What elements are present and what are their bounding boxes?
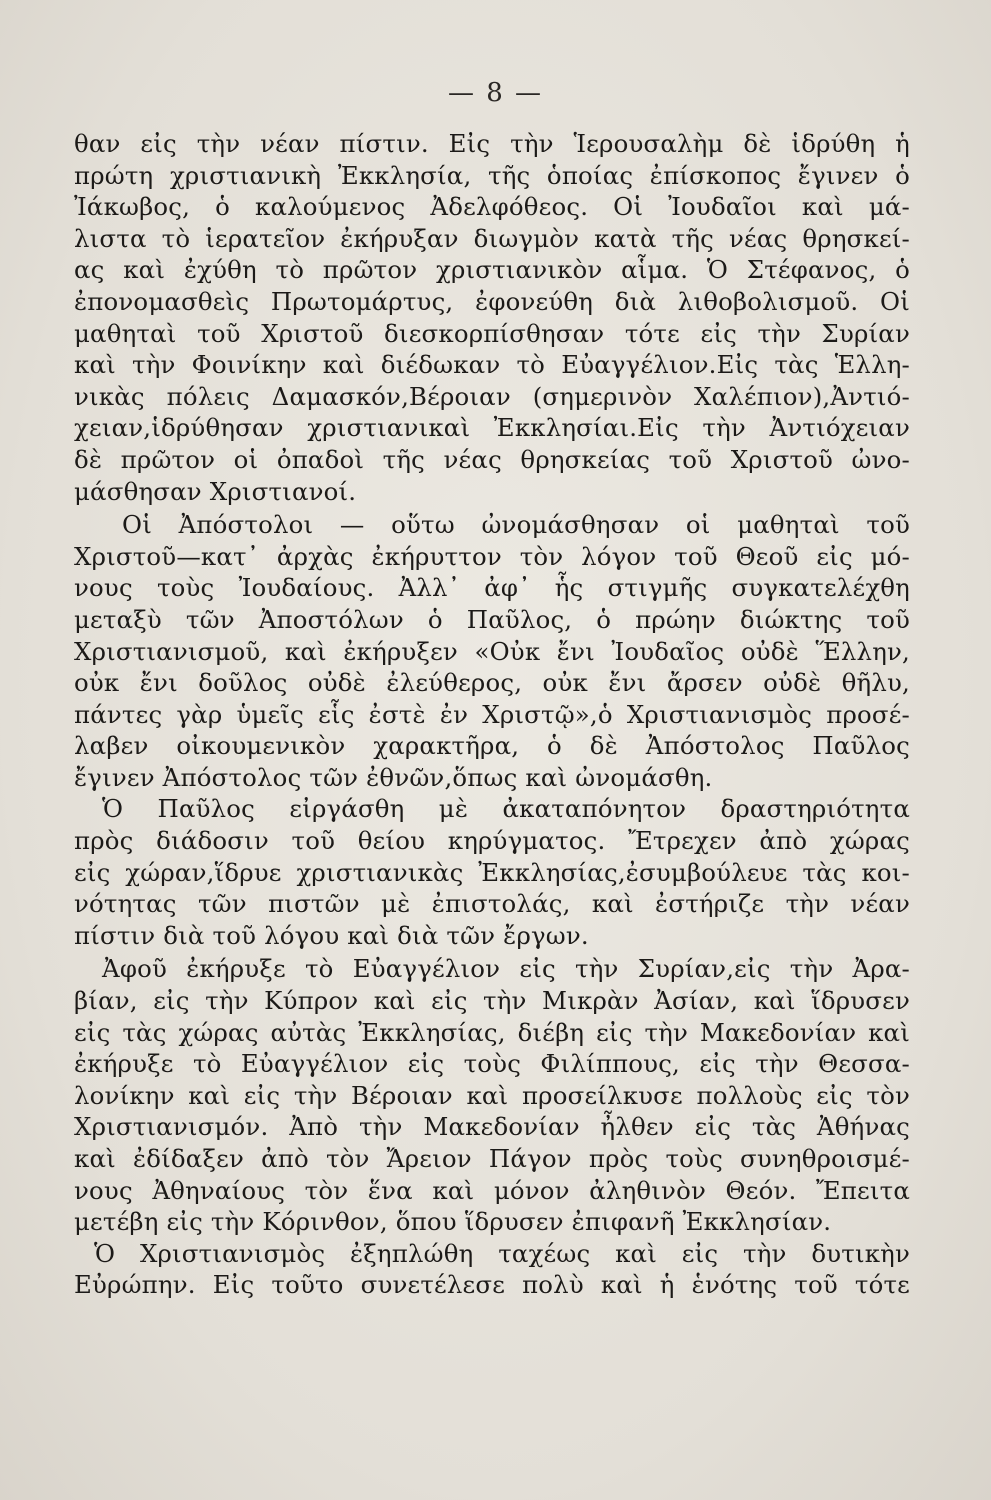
text-line: ἐπονομασθεὶς Πρωτομάρτυς, ἐφονεύθη διὰ λιθοβολισμοῦ. Οἱ bbox=[74, 286, 910, 316]
body-text bbox=[74, 128, 910, 1301]
text-line: πρὸς διάδοσιν τοῦ θείου κηρύγματος. Ἔτρεχεν ἀπὸ χώρας bbox=[74, 826, 910, 856]
text-line: Χριστιανισμόν. Ἀπὸ τὴν Μακεδονίαν ἦλθεν εἰς τὰς Ἀθήνας bbox=[74, 1112, 910, 1142]
text-line: θαν εἰς τὴν νέαν πίστιν. Εἰς τὴν Ἱερουσαλὴμ δὲ ἱδρύθη ἡ bbox=[74, 129, 910, 158]
text-line: λονίκην καὶ εἰς τὴν Βέροιαν καὶ προσείλκυσε πολλοὺς εἰς τὸν bbox=[74, 1080, 910, 1110]
text-line: μετέβη εἰς τὴν Κόρινθον, ὅπου ἵδρυσεν ἐπιφανῆ Ἐκκλησίαν. bbox=[74, 1207, 832, 1237]
text-line: Χριστοῦ—κατ᾽ ἀρχὰς ἐκήρυττον τὸν λόγον τοῦ Θεοῦ εἰς μό- bbox=[74, 541, 910, 571]
text-line: πάντες γὰρ ὑμεῖς εἷς ἐστὲ ἐν Χριστῷ»,ὁ Χριστιανισμὸς προσέ- bbox=[74, 699, 910, 729]
text-line: πίστιν διὰ τοῦ λόγου καὶ διὰ τῶν ἔργων. bbox=[74, 920, 589, 950]
text-line: λαβεν οἰκουμενικὸν χαρακτῆρα, ὁ δὲ Ἀπόστολος Παῦλος bbox=[74, 731, 910, 761]
text-line: Ὁ Χριστιανισμὸς ἐξηπλώθη ταχέως καὶ εἰς τὴν δυτικὴν bbox=[94, 1238, 910, 1268]
text-line: μεταξὺ τῶν Ἀποστόλων ὁ Παῦλος, ὁ πρώην διώκτης τοῦ bbox=[74, 604, 910, 634]
text-line: νους τοὺς Ἰουδαίους. Ἀλλ᾽ ἀφ᾽ ἧς στιγμῆς συγκατελέχθη bbox=[74, 573, 910, 603]
text-line: Ἰάκωβος, ὁ καλούμενος Ἀδελφόθεος. Οἱ Ἰουδαῖοι καὶ μά- bbox=[74, 192, 910, 222]
text-line: καὶ ἐδίδαξεν ἀπὸ τὸν Ἄρειον Πάγον πρὸς τοὺς συνηθροισμέ- bbox=[74, 1144, 910, 1173]
text-line: πρώτη χριστιανικὴ Ἐκκλησία, τῆς ὁποίας ἐπίσκοπος ἔγινεν ὁ bbox=[74, 160, 910, 190]
text-line: Εὐρώπην. Εἰς τοῦτο συνετέλεσε πολὺ καὶ ἡ ἑνότης τοῦ τότε bbox=[74, 1270, 910, 1300]
text-line: Ὁ Παῦλος εἰργάσθη μὲ ἀκαταπόνητον δραστηριότητα bbox=[102, 794, 910, 824]
text-line: ἔγινεν Ἀπόστολος τῶν ἐθνῶν,ὅπως καὶ ὠνομάσθη. bbox=[74, 762, 713, 792]
text-line: μαθηταὶ τοῦ Χριστοῦ διεσκορπίσθησαν τότε εἰς τὴν Συρίαν bbox=[74, 318, 910, 348]
text-line: καὶ τὴν Φοινίκην καὶ διέδωκαν τὸ Εὐαγγέλιον.Εἰς τὰς Ἑλλη- bbox=[74, 350, 910, 380]
text-line: νικὰς πόλεις Δαμασκόν,Βέροιαν (σημερινὸν Χαλέπιον),Ἀντιό- bbox=[74, 381, 910, 411]
text-line: Ἀφοῦ ἐκήρυξε τὸ Εὐαγγέλιον εἰς τὴν Συρίαν,εἰς τὴν Ἀρα- bbox=[102, 954, 910, 984]
text-line: δὲ πρῶτον οἱ ὀπαδοὶ τῆς νέας θρησκείας τοῦ Χριστοῦ ὠνο- bbox=[74, 444, 910, 474]
text-line: νότητας τῶν πιστῶν μὲ ἐπιστολάς, καὶ ἐστήριζε τὴν νέαν bbox=[74, 889, 910, 919]
text-line: Χριστιανισμοῦ, καὶ ἐκήρυξεν «Οὐκ ἔνι Ἰουδαῖος οὐδὲ Ἕλλην, bbox=[74, 636, 910, 666]
text-line: βίαν, εἰς τὴν Κύπρον καὶ εἰς τὴν Μικρὰν Ἀσίαν, καὶ ἵδρυσεν bbox=[74, 986, 910, 1016]
text-line: εἰς χώραν,ἵδρυε χριστιανικὰς Ἐκκλησίας,ἐσυμβούλευε τὰς κοι- bbox=[74, 857, 910, 887]
text-line: εἰς τὰς χώρας αὐτὰς Ἐκκλησίας, διέβη εἰς τὴν Μακεδονίαν καὶ bbox=[74, 1017, 910, 1047]
text-line: ἐκήρυξε τὸ Εὐαγγέλιον εἰς τοὺς Φιλίππους, εἰς τὴν Θεσσα- bbox=[74, 1049, 910, 1079]
text-line: χειαν,ἱδρύθησαν χριστιανικαὶ Ἐκκλησίαι.Εἰς τὴν Ἀντιόχειαν bbox=[74, 413, 910, 443]
text-line: Οἱ Ἀπόστολοι — οὕτω ὠνομάσθησαν οἱ μαθηταὶ τοῦ bbox=[122, 510, 910, 540]
text-line: μάσθησαν Χριστιανοί. bbox=[74, 476, 357, 506]
text-line: ας καὶ ἐχύθη τὸ πρῶτον χριστιανικὸν αἷμα. Ὁ Στέφανος, ὁ bbox=[74, 255, 910, 285]
text-line: νους Ἀθηναίους τὸν ἕνα καὶ μόνον ἀληθινὸν Θεόν. Ἔπειτα bbox=[74, 1175, 910, 1205]
text-line: οὐκ ἔνι δοῦλος οὐδὲ ἐλεύθερος, οὐκ ἔνι ἄρσεν οὐδὲ θῆλυ, bbox=[74, 668, 910, 698]
page-number: — 8 — bbox=[447, 78, 544, 108]
text-line: λιστα τὸ ἱερατεῖον ἐκήρυξαν διωγμὸν κατὰ τῆς νέας θρησκεί- bbox=[74, 223, 910, 253]
